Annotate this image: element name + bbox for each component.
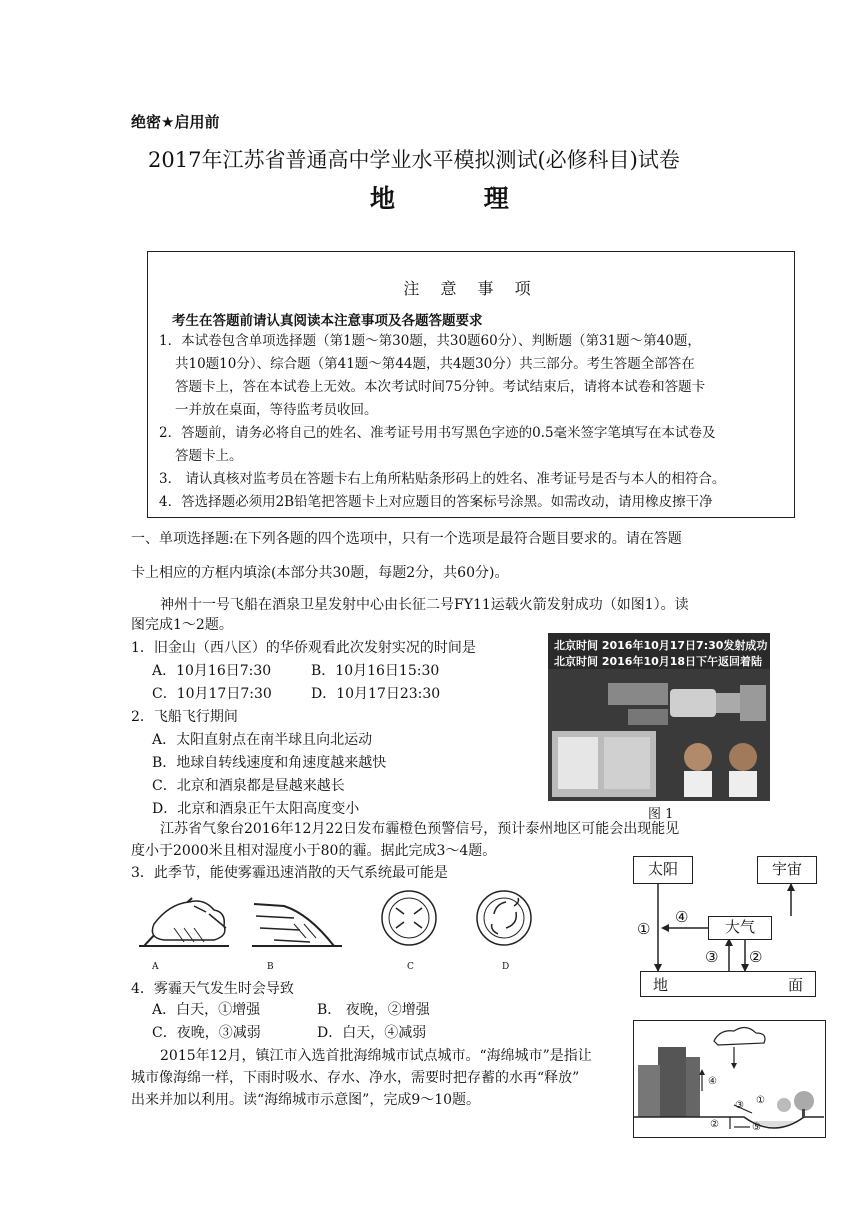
sponge-label-2: ② [710, 1119, 719, 1130]
subject-title: 地 理 [370, 184, 549, 213]
notice-line: 答题卡上。 [175, 448, 243, 464]
passage-text: 度小于2000米且相对湿度小于80的霾。据此完成3～4题。 [131, 843, 497, 859]
figure-1-caption: 图 1 [648, 807, 674, 822]
notice-line: 2．答题前，请务必将自己的姓名、准考证号用书写黑色字迹的0.5毫米签字笔填写在本试卷及 [159, 425, 716, 441]
atmosphere-box: 大气 [708, 916, 772, 940]
sponge-label-4: ④ [708, 1076, 717, 1087]
weather-option-c-label: C [407, 962, 414, 972]
notice-line: 共10题10分）、综合题（第41题～第44题，共4题30分）共三部分。考生答题全部答在 [175, 356, 695, 372]
path-4-label: ④ [675, 908, 689, 926]
question-1-option-d: D．10月17日23:30 [311, 686, 441, 702]
weather-option-a-label: A [152, 962, 159, 972]
notice-line: 答题卡上，答在本试卷上无效。本次考试时间75分钟。考试结束后，请将本试卷和答题卡 [175, 379, 706, 395]
radiation-diagram [633, 856, 818, 998]
notice-line: 4．答选择题必须用2B铅笔把答题卡上对应题目的答案标号涂黑。如需改动，请用橡皮擦干净 [159, 494, 713, 510]
question-4-option-d: D．白天，④减弱 [317, 1025, 427, 1041]
passage-text: 城市像海绵一样，下雨时吸水、存水、净水，需要时把存蓄的水再“释放” [131, 1070, 580, 1086]
weather-option-b-figure [252, 904, 342, 946]
passage-text: 江苏省气象台2016年12月22日发布霾橙色预警信号，预计泰州地区可能会出现能见 [160, 821, 680, 837]
section-instructions: 卡上相应的方框内填涂(本部分共30题，每题2分，共60分)。 [131, 565, 509, 581]
question-3-stem: 3．此季节，能使雾霾迅速消散的天气系统最可能是 [131, 865, 448, 881]
question-4-stem: 4．雾霾天气发生时会导致 [131, 981, 294, 997]
path-2-label: ② [749, 948, 763, 966]
passage-text: 2015年12月，镇江市入选首批海绵城市试点城市。“海绵城市”是指让 [160, 1048, 592, 1064]
sun-box: 太阳 [633, 856, 693, 884]
notice-box [147, 251, 795, 518]
question-4-option-c: C．夜晚，③减弱 [152, 1025, 261, 1041]
path-3-label: ③ [705, 948, 719, 966]
sponge-label-3: ③ [735, 1100, 744, 1111]
notice-line: 1．本试卷包含单项选择题（第1题～第30题，共30题60分）、判断题（第31题～第40题， [159, 333, 701, 349]
figure-1-photo [548, 633, 770, 801]
notice-line: 3． 请认真核对监考员在答题卡右上角所粘贴条形码上的姓名、准考证号是否与本人的相符合。 [159, 471, 726, 487]
sponge-label-5: ⑤ [752, 1122, 761, 1133]
secret-label: 绝密★启用前 [131, 113, 220, 131]
weather-option-b-label: B [267, 962, 274, 972]
sponge-city-diagram [633, 1020, 826, 1138]
universe-box: 宇宙 [757, 856, 817, 884]
ground-box [640, 971, 816, 997]
section-instructions: 一、单项选择题:在下列各题的四个选项中，只有一个选项是最符合题目要求的。请在答题 [131, 531, 682, 547]
question-1-option-a: A．10月16日7:30 [152, 663, 272, 679]
passage-text: 图完成1～2题。 [131, 617, 233, 633]
question-4-option-b: B． 夜晚，②增强 [317, 1002, 430, 1018]
ground-label-right: 面 [787, 976, 803, 994]
question-2-stem: 2．飞船飞行期间 [131, 709, 238, 725]
exam-title: 2017年江苏省普通高中学业水平模拟测试(必修科目)试卷 [148, 148, 680, 172]
ground-label-left: 地 [653, 976, 669, 994]
spacecraft-illustration [548, 633, 770, 801]
question-1-option-b: B．10月16日15:30 [311, 663, 440, 679]
passage-text: 神州十一号飞船在酒泉卫星发射中心由长征二号FY11运载火箭发射成功（如图1）。读 [160, 597, 689, 613]
weather-systems-figure [134, 884, 534, 970]
notice-line: 一并放在桌面，等待监考员收回。 [175, 402, 378, 418]
weather-option-c-figure [382, 891, 436, 945]
weather-option-a-figure [139, 898, 229, 946]
sponge-label-1: ① [756, 1095, 765, 1106]
weather-option-d-label: D [502, 962, 510, 972]
question-2-option-c: C．北京和酒泉都是昼越来越长 [152, 778, 345, 794]
question-2-option-d: D．北京和酒泉正午太阳高度变小 [152, 801, 360, 817]
passage-text: 出来并加以利用。读“海绵城市示意图”，完成9～10题。 [131, 1092, 481, 1108]
notice-heading: 注 意 事 项 [403, 279, 539, 298]
question-1-option-c: C．10月17日7:30 [152, 686, 272, 702]
question-2-option-a: A．太阳直射点在南半球且向北运动 [152, 732, 373, 748]
figure-1-launch-text: 北京时间 2016年10月17日7:30发射成功 [554, 639, 768, 652]
question-4-option-a: A．白天，①增强 [152, 1002, 261, 1018]
weather-option-d-figure [477, 891, 531, 945]
notice-intro: 考生在答题前请认真阅读本注意事项及各题答题要求 [172, 313, 483, 329]
question-2-option-b: B．地球自转线速度和角速度越来越快 [152, 755, 387, 771]
path-1-label: ① [637, 920, 651, 938]
figure-1-landing-text: 北京时间 2016年10月18日下午返回着陆 [554, 655, 763, 668]
question-1-stem: 1．旧金山（西八区）的华侨观看此次发射实况的时间是 [131, 640, 476, 656]
